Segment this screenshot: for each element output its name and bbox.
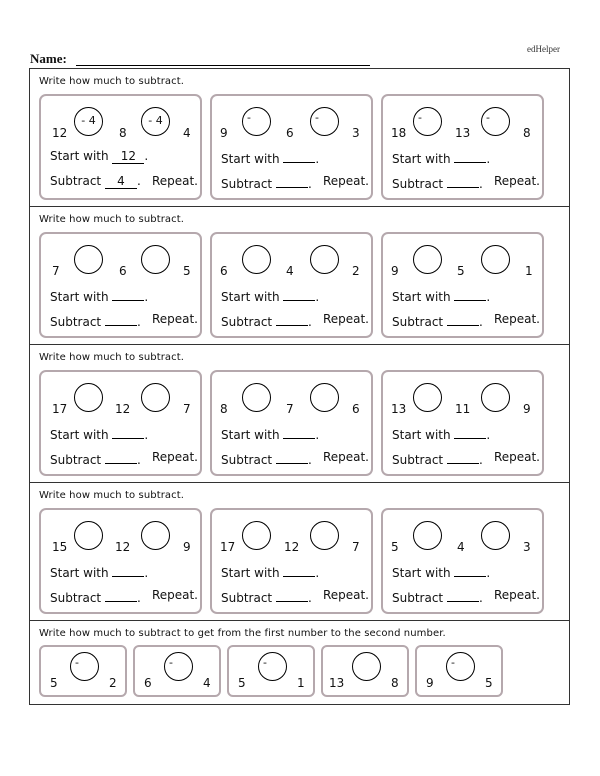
start-label: Start with	[221, 290, 280, 304]
name-label: Name:	[30, 51, 67, 66]
number: 6	[220, 264, 228, 278]
problem-card	[210, 508, 373, 614]
number: 12	[52, 126, 68, 140]
answer-circle[interactable]	[164, 652, 193, 681]
problem-card	[39, 508, 202, 614]
minus-sign: -	[169, 656, 173, 669]
subtract-label: Subtract	[50, 591, 102, 605]
name-field	[30, 51, 370, 67]
problem-card	[381, 370, 544, 476]
subtract-blank[interactable]	[447, 588, 479, 602]
number: 13	[391, 402, 407, 416]
number: 2	[352, 264, 360, 278]
number: 13	[455, 126, 471, 140]
start-blank[interactable]: 12	[112, 150, 144, 164]
number: 7	[52, 264, 60, 278]
start-blank[interactable]	[454, 287, 486, 301]
number: 4	[457, 540, 465, 554]
answer-circle[interactable]	[481, 245, 510, 274]
start-line: Start with .	[50, 425, 148, 442]
number: 5	[183, 264, 191, 278]
number: 9	[391, 264, 399, 278]
repeat-label: Repeat.	[322, 312, 369, 326]
minus-sign: -	[75, 656, 79, 669]
answer-circle[interactable]	[352, 652, 381, 681]
number: 9	[183, 540, 191, 554]
problem-card	[381, 232, 544, 338]
subtract-line: Subtract .	[221, 174, 312, 191]
number: 8	[523, 126, 531, 140]
start-line: Start with .	[221, 563, 319, 580]
start-label: Start with	[392, 290, 451, 304]
subtract-blank[interactable]	[276, 450, 308, 464]
subtract-label: Subtract	[221, 453, 273, 467]
start-blank[interactable]	[283, 425, 315, 439]
start-line: Start with .	[50, 287, 148, 304]
problem-card	[39, 232, 202, 338]
subtract-label: Subtract	[392, 315, 444, 329]
repeat-label: Repeat.	[322, 588, 369, 602]
subtract-line: Subtract .	[221, 588, 312, 605]
subtract-label: Subtract	[50, 453, 102, 467]
number: 18	[391, 126, 407, 140]
answer-circle[interactable]	[481, 107, 510, 136]
number: 13	[329, 676, 345, 690]
problem-card	[381, 508, 544, 614]
number: 4	[183, 126, 191, 140]
number: 1	[297, 676, 305, 690]
subtract-blank[interactable]	[105, 588, 137, 602]
number: 12	[115, 540, 131, 554]
subtract-blank[interactable]	[276, 312, 308, 326]
answer-circle[interactable]	[242, 107, 271, 136]
start-blank[interactable]	[112, 425, 144, 439]
answer-circle[interactable]	[481, 521, 510, 550]
circle-value: - 4	[81, 114, 96, 127]
repeat-label: Repeat.	[151, 312, 198, 326]
subtract-line: Subtract .	[50, 312, 141, 329]
number: 6	[286, 126, 294, 140]
number: 5	[485, 676, 493, 690]
answer-circle[interactable]	[310, 383, 339, 412]
subtract-blank[interactable]	[105, 312, 137, 326]
minus-sign: -	[263, 656, 267, 669]
section-5	[30, 621, 569, 704]
answer-circle[interactable]	[74, 383, 103, 412]
worksheet	[29, 68, 570, 705]
problem-card	[210, 232, 373, 338]
answer-circle[interactable]	[413, 107, 442, 136]
answer-circle[interactable]	[242, 383, 271, 412]
number: 7	[286, 402, 294, 416]
start-blank[interactable]	[283, 287, 315, 301]
subtract-line: Subtract .	[392, 588, 483, 605]
repeat-label: Repeat.	[151, 588, 198, 602]
start-blank[interactable]	[454, 425, 486, 439]
subtract-line: Subtract .	[50, 588, 141, 605]
answer-circle[interactable]	[446, 652, 475, 681]
subtract-label: Subtract	[392, 177, 444, 191]
start-label: Start with	[221, 152, 280, 166]
start-label: Start with	[221, 566, 280, 580]
answer-circle[interactable]	[413, 245, 442, 274]
repeat-label: Repeat.	[493, 174, 540, 188]
answer-circle[interactable]	[74, 245, 103, 274]
subtract-blank[interactable]	[447, 174, 479, 188]
instruction: Write how much to subtract.	[39, 352, 185, 363]
start-line: Start with .	[392, 287, 490, 304]
section-1	[30, 69, 569, 207]
problem-card	[381, 94, 544, 200]
answer-circle[interactable]	[481, 383, 510, 412]
subtract-blank[interactable]: 4	[105, 175, 137, 189]
number: 8	[220, 402, 228, 416]
start-line: Start with .	[392, 563, 490, 580]
number: 6	[119, 264, 127, 278]
repeat-label: Repeat.	[322, 450, 369, 464]
repeat-label: Repeat.	[322, 174, 369, 188]
problem-card	[39, 94, 202, 200]
answer-circle[interactable]	[141, 383, 170, 412]
minus-sign: -	[486, 111, 490, 124]
start-line: Start with .	[392, 149, 490, 166]
repeat-label: Repeat.	[493, 312, 540, 326]
final-instruction: Write how much to subtract to get from the first number to the second number.	[39, 628, 446, 639]
minus-sign: -	[247, 111, 251, 124]
number: 11	[455, 402, 471, 416]
subtract-label: Subtract	[221, 177, 273, 191]
subtract-line: Subtract 4 .	[50, 174, 141, 188]
subtract-line: Subtract .	[392, 450, 483, 467]
answer-circle[interactable]	[141, 245, 170, 274]
start-label: Start with	[392, 152, 451, 166]
number: 9	[426, 676, 434, 690]
number: 3	[352, 126, 360, 140]
subtract-blank[interactable]	[105, 450, 137, 464]
answer-circle[interactable]	[413, 521, 442, 550]
instruction: Write how much to subtract.	[39, 490, 185, 501]
number: 12	[115, 402, 131, 416]
start-label: Start with	[50, 428, 109, 442]
start-label: Start with	[392, 566, 451, 580]
answer-circle[interactable]	[413, 383, 442, 412]
answer-circle[interactable]	[258, 652, 287, 681]
start-blank[interactable]	[283, 149, 315, 163]
subtract-line: Subtract .	[221, 312, 312, 329]
mini-problem-card	[415, 645, 503, 697]
subtract-label: Subtract	[392, 453, 444, 467]
problem-card	[210, 370, 373, 476]
start-line: Start with .	[392, 425, 490, 442]
start-label: Start with	[221, 428, 280, 442]
number: 5	[50, 676, 58, 690]
brand-label: edHelper	[527, 44, 560, 54]
number: 12	[284, 540, 300, 554]
repeat-label: Repeat.	[493, 588, 540, 602]
number: 8	[391, 676, 399, 690]
number: 7	[352, 540, 360, 554]
subtract-line: Subtract .	[392, 312, 483, 329]
start-label: Start with	[50, 290, 109, 304]
subtract-line: Subtract .	[392, 174, 483, 191]
number: 9	[220, 126, 228, 140]
start-label: Start with	[50, 149, 109, 163]
start-blank[interactable]	[454, 149, 486, 163]
minus-sign: -	[418, 111, 422, 124]
answer-circle[interactable]	[310, 245, 339, 274]
number: 5	[238, 676, 246, 690]
subtract-label: Subtract	[50, 315, 102, 329]
number: 15	[52, 540, 68, 554]
answer-circle[interactable]	[310, 521, 339, 550]
subtract-line: Subtract .	[50, 450, 141, 467]
number: 17	[52, 402, 68, 416]
number: 1	[525, 264, 533, 278]
mini-problem-card	[39, 645, 127, 697]
circle-value: - 4	[148, 114, 163, 127]
start-label: Start with	[392, 428, 451, 442]
start-blank[interactable]	[112, 287, 144, 301]
subtract-line: Subtract .	[221, 450, 312, 467]
repeat-label: Repeat.	[151, 174, 198, 188]
answer-circle[interactable]	[242, 521, 271, 550]
minus-sign: -	[315, 111, 319, 124]
problem-card	[210, 94, 373, 200]
mini-problem-card	[321, 645, 409, 697]
start-line: Start with .	[221, 425, 319, 442]
number: 4	[203, 676, 211, 690]
answer-circle[interactable]	[74, 107, 103, 136]
answer-circle[interactable]	[141, 107, 170, 136]
number: 5	[391, 540, 399, 554]
section-3	[30, 345, 569, 483]
subtract-label: Subtract	[221, 591, 273, 605]
start-line: Start with .	[50, 563, 148, 580]
mini-problem-card	[133, 645, 221, 697]
answer-circle[interactable]	[74, 521, 103, 550]
answer-circle[interactable]	[242, 245, 271, 274]
section-4	[30, 483, 569, 621]
repeat-label: Repeat.	[151, 450, 198, 464]
section-2	[30, 207, 569, 345]
start-label: Start with	[50, 566, 109, 580]
repeat-label: Repeat.	[493, 450, 540, 464]
subtract-blank[interactable]	[447, 450, 479, 464]
number: 2	[109, 676, 117, 690]
number: 7	[183, 402, 191, 416]
start-line: Start with .	[221, 149, 319, 166]
number: 17	[220, 540, 236, 554]
problem-card	[39, 370, 202, 476]
subtract-blank[interactable]	[447, 312, 479, 326]
subtract-blank[interactable]	[276, 588, 308, 602]
number: 4	[286, 264, 294, 278]
subtract-label: Subtract	[392, 591, 444, 605]
subtract-label: Subtract	[221, 315, 273, 329]
start-blank[interactable]	[283, 563, 315, 577]
instruction: Write how much to subtract.	[39, 214, 185, 225]
answer-circle[interactable]	[310, 107, 339, 136]
start-blank[interactable]	[454, 563, 486, 577]
answer-circle[interactable]	[141, 521, 170, 550]
name-line[interactable]	[76, 65, 370, 66]
start-blank[interactable]	[112, 563, 144, 577]
mini-problem-card	[227, 645, 315, 697]
subtract-label: Subtract	[50, 174, 102, 188]
subtract-blank[interactable]	[276, 174, 308, 188]
number: 6	[144, 676, 152, 690]
number: 9	[523, 402, 531, 416]
start-line: Start with 12 .	[50, 149, 149, 163]
number: 5	[457, 264, 465, 278]
instruction: Write how much to subtract.	[39, 76, 185, 87]
number: 8	[119, 126, 127, 140]
minus-sign: -	[451, 656, 455, 669]
number: 3	[523, 540, 531, 554]
answer-circle[interactable]	[70, 652, 99, 681]
start-line: Start with .	[221, 287, 319, 304]
number: 6	[352, 402, 360, 416]
